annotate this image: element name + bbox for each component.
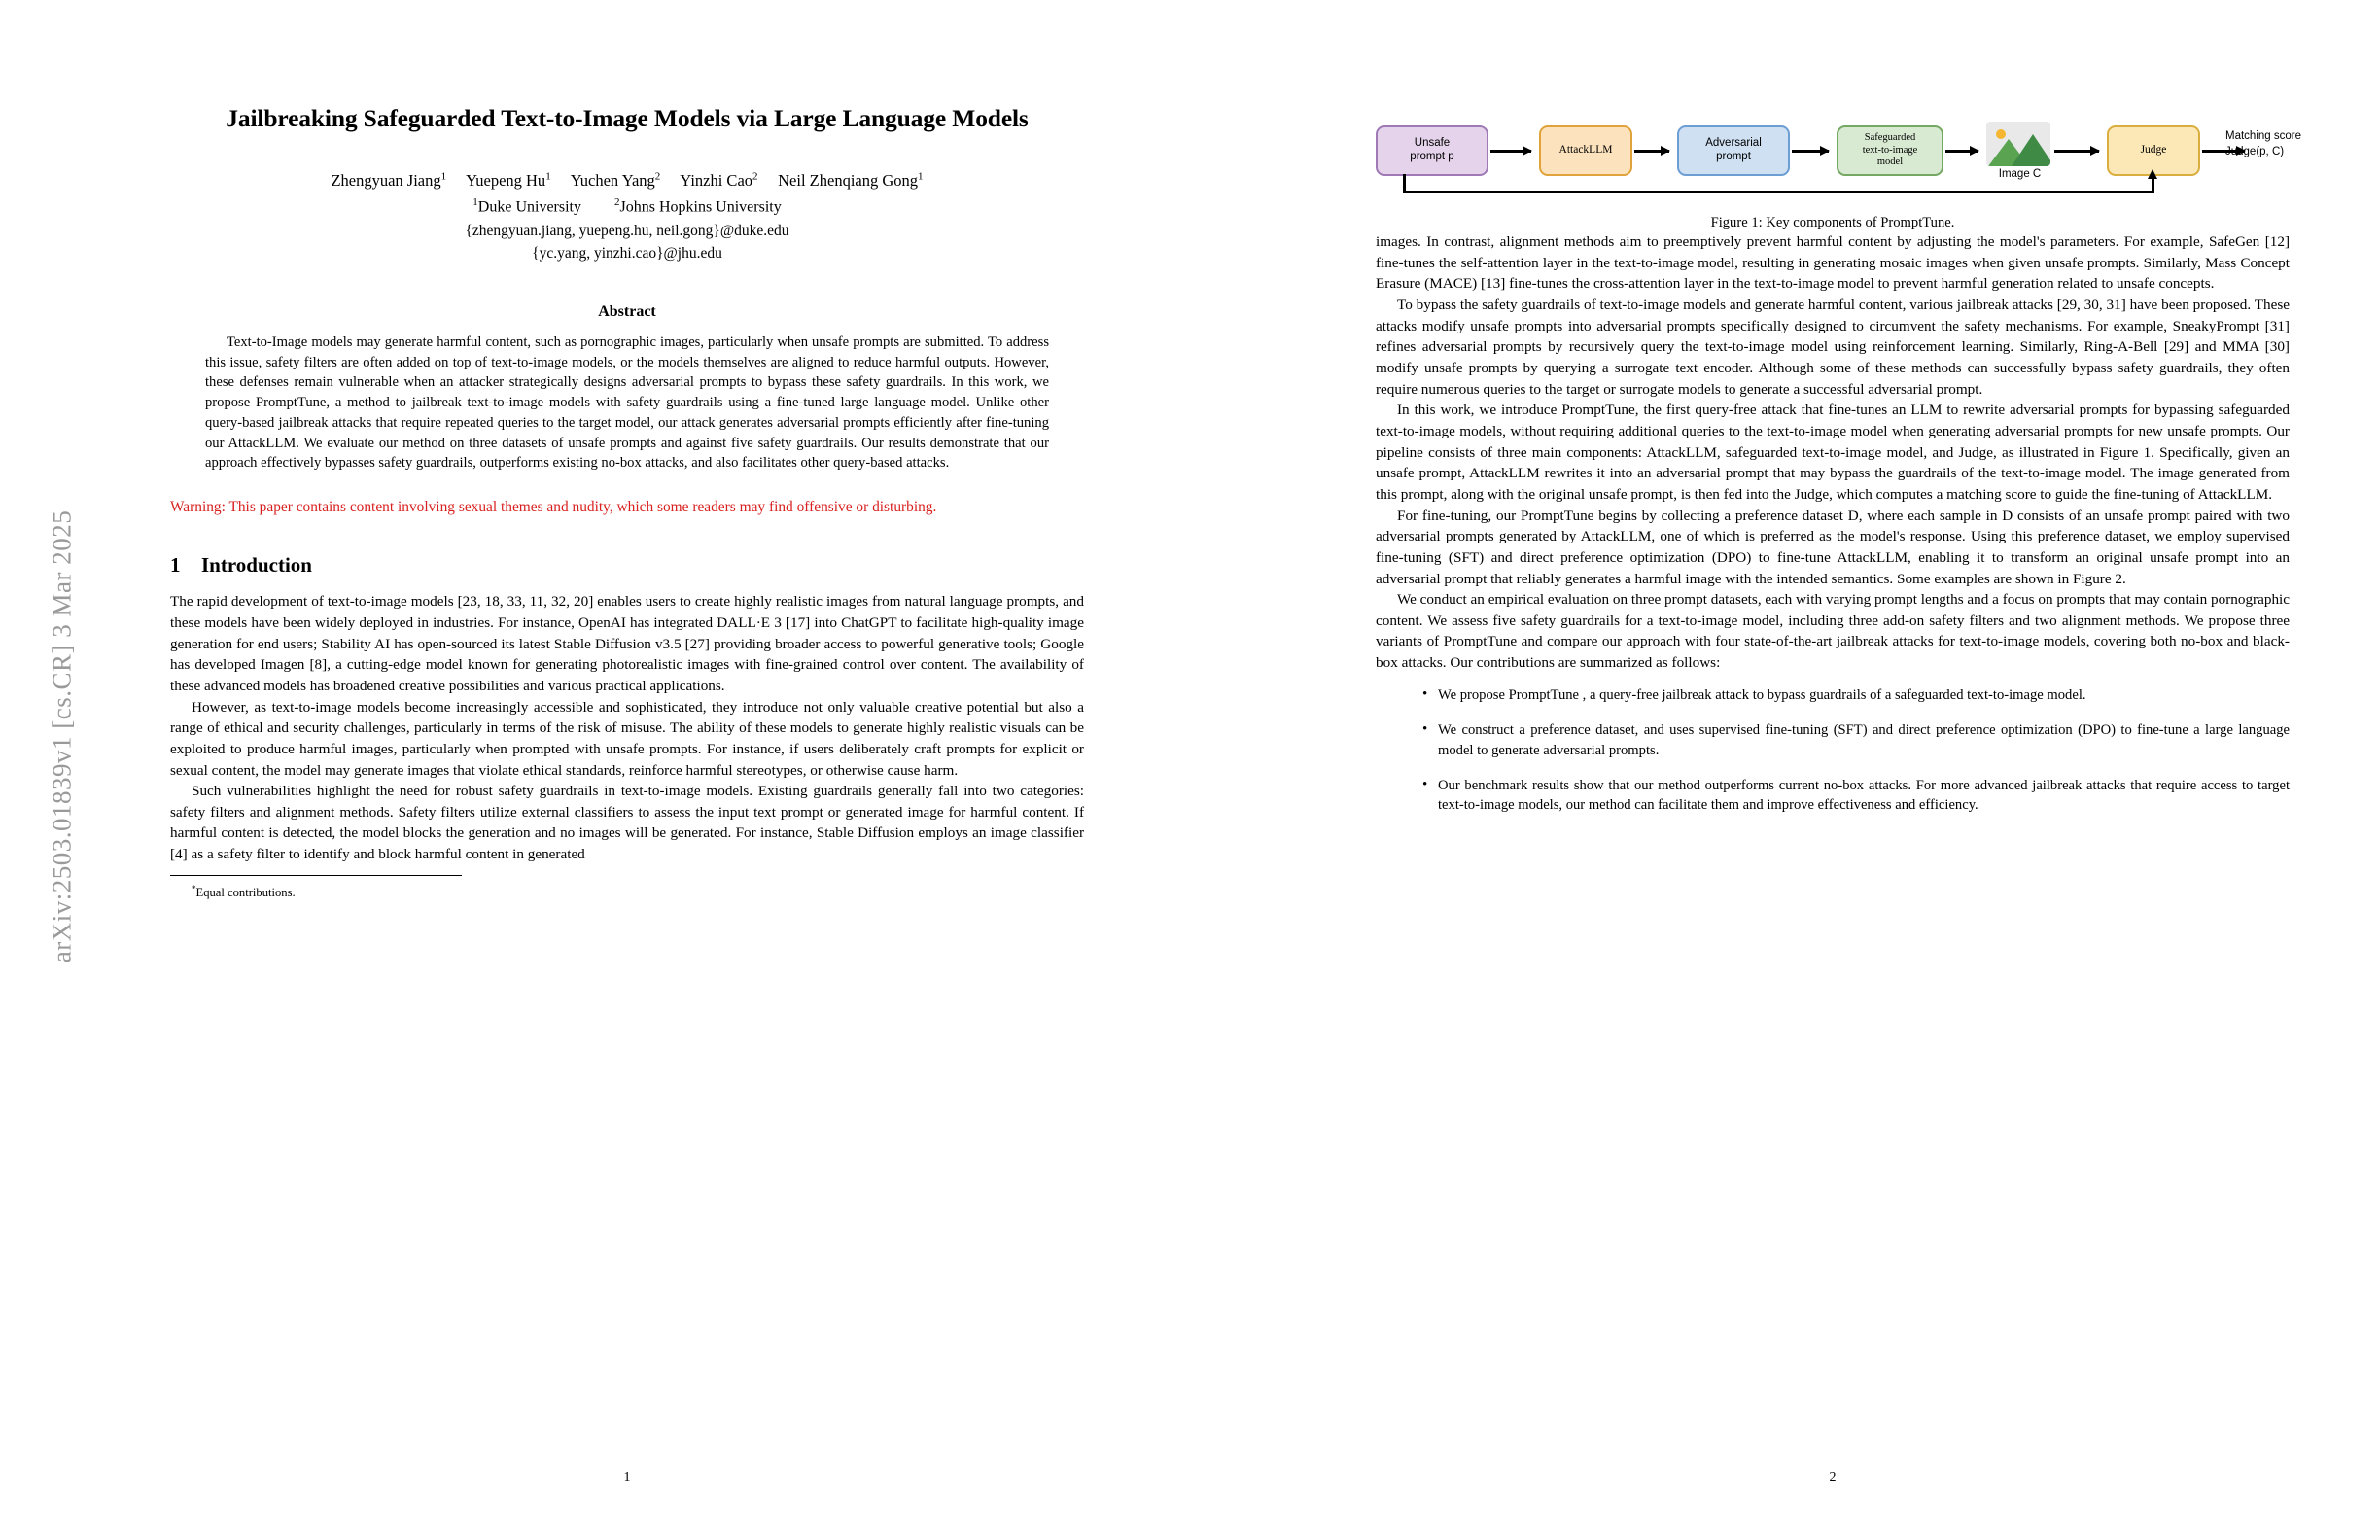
figure-1-caption: Figure 1: Key components of PromptTune. [1710, 215, 1955, 230]
feedback-arrow-icon [2152, 178, 2154, 193]
arrow-icon [2054, 150, 2099, 153]
figure-1-diagram [1376, 108, 2301, 193]
figure-1 [1376, 108, 2301, 231]
author-1: Zhengyuan Jiang [331, 170, 441, 190]
matching-score-line-1: Matching score [2225, 130, 2301, 142]
contributions-list [1376, 685, 2290, 816]
safeguarded-model-label-1: Safeguarded [1864, 132, 1916, 144]
abstract-section [170, 303, 1084, 473]
paragraph: In this work, we introduce PromptTune, the first query-free attack that fine-tunes an LLM to rewrite adversarial prompts for bypassing safeguarded text-to-image models, without requiring additional queries to the text-to-image model when generating adversarial prompts for new unsafe prompts. Our pipeline consists of three main components: AttackLLM, safeguarded text-to-image model, and Judge, as illustrated in Figure 1. Specifically, given an unsafe prompt, AttackLLM rewrites it into an adversarial prompt that may bypass the guardrails of the text-to-image model. The image generated from this prompt, along with the original unsafe prompt, is then fed into the Judge, which computes a matching score to guide the fine-tuning of AttackLLM. [1376, 402, 2290, 503]
unsafe-prompt-label-1: Unsafe [1414, 137, 1451, 150]
paragraph: Such vulnerabilities highlight the need for robust safety guardrails in text-to-image models. Existing guardrails generally fall into two categories: safety filters and alignment methods. Safety filters utilize external classifiers to assess the input text prompt or generated image for harmful content. If harmful content is detected, the model blocks the generation and no images will be generated. For instance, Stable Diffusion employs an image classifier [4] as a safety filter to identify and block harmful content in generated [170, 783, 1084, 863]
matching-score-line-2: Judge(p, C) [2225, 145, 2285, 158]
page-title: Jailbreaking Safeguarded Text-to-Image Models via Large Language Models [226, 104, 1029, 132]
author-4-affil-marker: 2 [752, 170, 758, 183]
abstract-heading: Abstract [598, 303, 656, 321]
attack-llm-label: AttackLLM [1558, 144, 1613, 157]
paragraph: We conduct an empirical evaluation on three prompt datasets, each with varying prompt lengths and a focus on prompts that may contain pornographic content. We assess five safety guardrails for a text-to-image model, including three add-on safety filters and two alignment methods. We propose three variants of PromptTune and compare our approach with four state-of-the-art jailbreak attacks for text-to-image models, covering both no-box and black-box attacks. Our contributions are summarized as follows: [1376, 591, 2290, 672]
footnote-text: Equal contributions. [195, 885, 296, 899]
footnote [170, 883, 1084, 901]
author-5-affil-marker: 1 [918, 170, 924, 183]
diagram-node-unsafe-prompt [1376, 125, 1488, 176]
diagram-node-attack-llm [1539, 125, 1632, 176]
matching-score-label [2225, 129, 2352, 159]
author-1-affil-marker: 1 [440, 170, 447, 183]
adversarial-prompt-label-2: prompt [1716, 151, 1751, 162]
author-3: Yuchen Yang [570, 170, 655, 190]
arxiv-stamp: arXiv:2503.01839v1 [cs.CR] 3 Mar 2025 [47, 509, 77, 963]
arrow-icon [1945, 150, 1978, 153]
mountain-icon [2012, 134, 2050, 166]
author-5: Neil Zhenqiang Gong [778, 170, 919, 190]
safeguarded-model-label-2: text-to-image [1862, 144, 1918, 156]
author-2: Yuepeng Hu [466, 170, 546, 190]
affil-1-marker: 1 [472, 196, 478, 209]
list-item: • Our benchmark results show that our method outperforms current no-box attacks. For more advanced jailbreak attacks that require access to target text-to-image models, our method can facilitate them and improve effectiveness and efficiency. [1422, 776, 2290, 816]
page-2 [1303, 0, 2362, 1540]
section-title: Introduction [201, 553, 312, 578]
affil-2-marker: 2 [613, 196, 620, 209]
generated-image-icon [1986, 122, 2050, 166]
section-number: 1 [170, 553, 181, 578]
diagram-node-safeguarded-model [1837, 125, 1943, 176]
adversarial-prompt-label-1: Adversarial [1705, 137, 1762, 150]
page-number-left: 1 [623, 1470, 631, 1485]
feedback-edge-segment [1403, 191, 2153, 193]
affiliation-list [170, 194, 1084, 219]
arrow-icon [1490, 150, 1531, 153]
section-heading-introduction [170, 553, 1084, 578]
paragraph: The rapid development of text-to-image models [23, 18, 33, 11, 32, 20] enables users to create highly realistic images from natural language prompts, and these models have been widely deployed in industries. For instance, OpenAI has integrated DALL·E 3 [17] into ChatGPT to facilitate high-quality image generation for end users; Stability AI has open-sourced its latest Stable Diffusion v3.5 [27] providing broader access to powerful generative tools; Google has developed Imagen [8], a cutting-edge model known for generating photorealistic images with fine-grained control over content. The availability of these advanced models has broadened creative possibilities and various practical applications. [170, 593, 1084, 694]
page-2-content [1376, 102, 2301, 831]
page-1-content [170, 102, 1084, 901]
content-warning: Warning: This paper contains content involving sexual themes and nudity, which some readers may find offensive or disturbing. [170, 499, 937, 516]
arrow-icon [1634, 150, 1669, 153]
email-line-2: {yc.yang, yinzhi.cao}@jhu.edu [532, 244, 722, 262]
email-line-1: {zhengyuan.jiang, yuepeng.hu, neil.gong}@duke.edu [465, 222, 789, 239]
diagram-node-adversarial-prompt [1677, 125, 1790, 176]
page-1 [97, 0, 1157, 1540]
footnote-marker: * [192, 883, 196, 893]
sun-icon [1996, 129, 2006, 139]
affil-2-name: Johns Hopkins University [619, 198, 782, 216]
author-list [170, 168, 1084, 193]
paragraph: images. In contrast, alignment methods aim to preemptively prevent harmful content by adjusting the model's parameters. For example, SafeGen [12] fine-tunes the self-attention layer in the text-to-image model, resulting in generating mosaic images when given unsafe prompts. Similarly, Mass Concept Erasure (MACE) [13] fine-tunes the cross-attention layer in the text-to-image model to prevent harmful generation related to unsafe concepts. [1376, 233, 2290, 293]
footnote-divider [170, 875, 462, 876]
author-4: Yinzhi Cao [680, 170, 753, 190]
judge-label: Judge [2140, 144, 2167, 157]
email-list [170, 220, 1084, 265]
paragraph: For fine-tuning, our PromptTune begins by collecting a preference dataset D, where each sample in D consists of an unsafe prompt paired with two adversarial prompts generated by AttackLLM, one of which is preferred as the model's response. Using this preference dataset, we employ supervised fine-tuning (SFT) and direct preference optimization (DPO) to fine-tune AttackLLM, enabling it to transform an original unsafe prompt into an adversarial prompt that reliably generates a harmful image with the intended semantics. Some examples are shown in Figure 2. [1376, 507, 2290, 587]
generated-image-caption: Image C [1998, 168, 2042, 180]
list-item: • We construct a preference dataset, and uses supervised fine-tuning (SFT) and direct preference optimization (DPO) to fine-tune a large language model to generate adversarial prompts. [1422, 720, 2290, 760]
unsafe-prompt-label-2: prompt p [1410, 151, 1454, 162]
page-number-right: 2 [1829, 1470, 1837, 1485]
list-item: • We propose PromptTune , a query-free jailbreak attack to bypass guardrails of a safeguarded text-to-image model. [1422, 685, 2290, 705]
author-2-affil-marker: 1 [545, 170, 551, 183]
abstract-text: Text-to-Image models may generate harmful content, such as pornographic images, particularly when unsafe prompts are submitted. To address this issue, safety filters are often added on top of text-to-image models, or the models themselves are aligned to reduce harmful outputs. However, these defenses remain vulnerable when an attacker strategically designs adversarial prompts to bypass these safety guardrails. In this work, we propose PromptTune, a method to jailbreak text-to-image models with safety guardrails using a fine-tuned large language model. Unlike other query-based jailbreak attacks that require repeated queries to the target model, our attack generates adversarial prompts efficiently after fine-tuning our AttackLLM. We evaluate our method on three datasets of unsafe prompts and against five safety guardrails. Our results demonstrate that our approach effectively bypasses safety guardrails, outperforms existing no-box attacks, and also facilitates other query-based attacks. [205, 334, 1049, 472]
safeguarded-model-label-3: model [1876, 157, 1904, 168]
affil-1-name: Duke University [477, 198, 581, 216]
author-3-affil-marker: 2 [654, 170, 661, 183]
paragraph: However, as text-to-image models become increasingly accessible and sophisticated, they introduce not only valuable creative potential but also a range of ethical and security challenges, particularly in terms of the risk of misuse. The ability of these models to generate highly realistic visuals can be exploited to produce harmful images, particularly when prompted with unsafe prompts. For instance, if users deliberately craft prompts for explicit or sexual content, the model may generate images that violate ethical standards, reinforce harmful stereotypes, or otherwise cause harm. [170, 698, 1084, 779]
arrow-icon [1792, 150, 1829, 153]
paragraph: To bypass the safety guardrails of text-to-image models and generate harmful content, various jailbreak attacks [29, 30, 31] have been proposed. These attacks modify unsafe prompts into adversarial prompts specifically designed to circumvent the safety mechanisms. For example, SneakyPrompt [31] refines adversarial prompts by recursively query the text-to-image model using reinforcement learning. Similarly, Ring-A-Bell [29] and MMA [30] modify unsafe prompts by querying a surrogate text encoder. Although some of these methods can successfully bypass safety guardrails, they often require numerous queries to the target or surrogate models to generate a successful adversarial prompt. [1376, 296, 2290, 398]
